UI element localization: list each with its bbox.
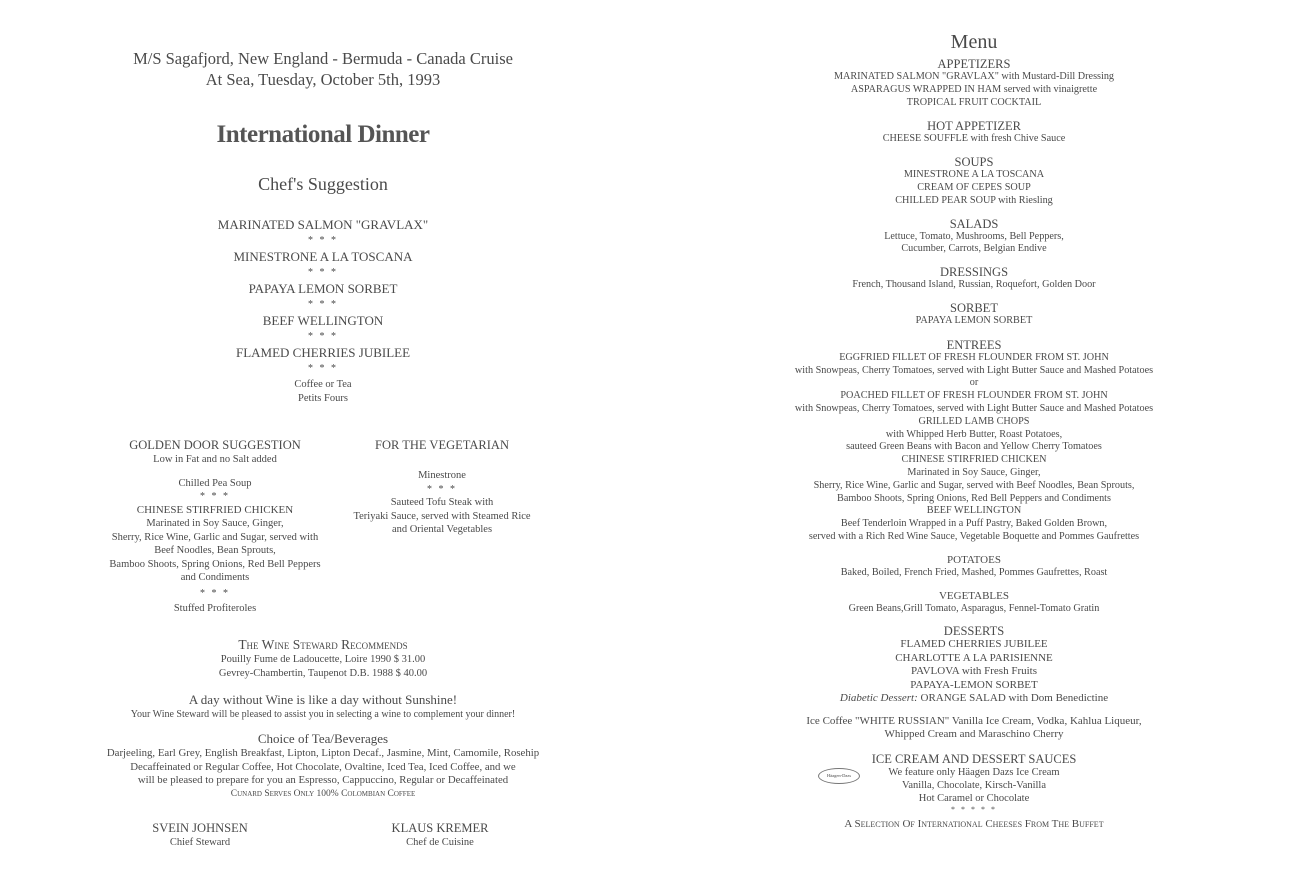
menu-line: EGGFRIED FILLET OF FRESH FLOUNDER FROM ST. JOHN xyxy=(839,351,1109,363)
section-heading-ice-cream: ICE CREAM AND DESSERT SAUCES xyxy=(871,751,1077,766)
tea-footer: Cunard Serves Only 100% Colombian Coffee xyxy=(230,789,416,800)
menu-sections xyxy=(646,57,1292,831)
diabetic-label: Diabetic Dessert: xyxy=(839,692,918,705)
cheese-footer: A Selection Of International Cheeses From The Buffet xyxy=(844,817,1104,830)
section-heading-sorbet: SORBET xyxy=(950,300,998,315)
section-heading-hot-appetizer: HOT APPETIZER xyxy=(927,119,1021,134)
cruise-header-line: At Sea, Tuesday, October 5th, 1993 xyxy=(205,70,441,89)
wine-item: Pouilly Fume de Ladoucette, Loire 1990 $ 31.00 xyxy=(220,654,426,665)
ice-coffee-line: Ice Coffee "WHITE RUSSIAN" Vanilla Ice Cream, Vodka, Kahlua Liqueur, xyxy=(806,714,1142,727)
ice-cream-line: Hot Caramel or Chocolate xyxy=(918,792,1030,804)
menu-line: CHEESE SOUFFLE with fresh Chive Sauce xyxy=(882,133,1066,145)
golden-door-desc-line: Marinated in Soy Sauce, Ginger, xyxy=(146,518,284,529)
diabetic-text: ORANGE SALAD with Dom Benedictine xyxy=(920,692,1109,705)
menu-title: Menu xyxy=(950,31,998,53)
menu-line: PAVLOVA with Fresh Fruits xyxy=(910,665,1038,678)
cruise-header-line: M/S Sagafjord, New England - Bermuda - Canada Cruise xyxy=(133,49,513,68)
tea-title: Choice of Tea/Beverages xyxy=(257,731,389,746)
sunshine-section xyxy=(0,691,646,722)
section-heading-vegetables: VEGETABLES xyxy=(938,589,1009,602)
menu-line: FLAMED CHERRIES JUBILEE xyxy=(900,638,1048,651)
menu-line: Lettuce, Tomato, Mushrooms, Bell Peppers, xyxy=(884,230,1064,242)
menu-line: BEEF WELLINGTON xyxy=(926,505,1022,517)
signature-chef xyxy=(340,820,540,850)
menu-line: CHARLOTTE A LA PARISIENNE xyxy=(895,651,1053,664)
tea-line: Decaffeinated or Regular Coffee, Hot Chocolate, Ovaltine, Iced Tea, Iced Coffee, and we xyxy=(130,760,516,773)
ice-cream-line: Vanilla, Chocolate, Kirsch-Vanilla xyxy=(901,779,1047,791)
coffee-or-tea: Coffee or Tea xyxy=(294,379,352,390)
menu-line: Beef Tenderloin Wrapped in a Puff Pastry, Baked Golden Brown, xyxy=(840,518,1108,530)
section-heading-soups: SOUPS xyxy=(954,155,994,170)
golden-door-desc-line: and Condiments xyxy=(180,572,250,583)
golden-door-desc-line: Sherry, Rice Wine, Garlic and Sugar, served with xyxy=(111,531,319,543)
golden-door-separator: * * * xyxy=(200,587,230,599)
course-item: FLAMED CHERRIES JUBILEE xyxy=(235,345,411,360)
menu-line: Baked, Boiled, French Fried, Mashed, Pommes Gaufrettes, Roast xyxy=(840,566,1108,578)
section-heading-dressings: DRESSINGS xyxy=(939,265,1009,280)
signature-chief-steward xyxy=(100,820,300,850)
menu-line: Marinated in Soy Sauce, Ginger, xyxy=(907,466,1041,478)
course-separator: * * * xyxy=(308,267,338,278)
course-separator: * * * xyxy=(308,299,338,310)
course-separator: * * * xyxy=(308,363,338,374)
ice-cream-line: We feature only Häagen Dazs Ice Cream xyxy=(888,766,1060,778)
vegetarian-separator: * * * xyxy=(427,483,457,495)
menu-line: or xyxy=(969,377,979,389)
course-item: BEEF WELLINGTON xyxy=(262,313,384,328)
wine-section xyxy=(0,636,646,681)
signature-name: KLAUS KREMER xyxy=(391,821,489,835)
dinner-title: International Dinner xyxy=(216,121,430,148)
golden-door-soup: Chilled Pea Soup xyxy=(178,477,252,489)
golden-door-subtitle: Low in Fat and no Salt added xyxy=(153,454,277,465)
ice-coffee-line: Whipped Cream and Maraschino Cherry xyxy=(884,728,1064,741)
course-item: MARINATED SALMON "GRAVLAX" xyxy=(217,217,429,232)
signature-role: Chief Steward xyxy=(169,837,231,848)
golden-door-dessert: Stuffed Profiteroles xyxy=(173,603,257,614)
section-heading-potatoes: POTATOES xyxy=(947,553,1001,566)
ice-coffee xyxy=(646,715,1292,742)
vegetarian-main-line: Teriyaki Sauce, served with Steamed Rice xyxy=(353,510,531,522)
menu-line: with Whipped Herb Butter, Roast Potatoes, xyxy=(885,428,1063,440)
course-separator: * * * xyxy=(308,331,338,342)
sunshine-quote: A day without Wine is like a day without Sunshine! xyxy=(188,692,458,707)
wine-title: The Wine Steward Recommends xyxy=(238,637,408,652)
menu-line: MINESTRONE A LA TOSCANA xyxy=(903,169,1045,181)
haagen-dazs-logo: Häagen-Dazs xyxy=(818,768,860,784)
menu-line: with Snowpeas, Cherry Tomatoes, served with Light Butter Sauce and Mashed Potatoes xyxy=(794,402,1154,414)
course-separator: * * * xyxy=(308,235,338,246)
menu-line: served with a Rich Red Wine Sauce, Vegetable Boquette and Pommes Gaufrettes xyxy=(808,530,1140,542)
ice-cream-section xyxy=(646,766,1292,814)
diabetic-dessert xyxy=(646,692,1292,706)
vegetarian-main-line: Sauteed Tofu Steak with xyxy=(390,497,494,508)
menu-line: PAPAYA LEMON SORBET xyxy=(915,314,1033,326)
right-page xyxy=(646,0,1292,885)
course-item: MINESTRONE A LA TOSCANA xyxy=(233,249,413,264)
menu-line: POACHED FILLET OF FRESH FLOUNDER FROM ST. JOHN xyxy=(840,390,1108,402)
menu-line: TROPICAL FRUIT COCKTAIL xyxy=(906,96,1042,108)
menu-line: Green Beans,Grill Tomato, Asparagus, Fennel-Tomato Gratin xyxy=(848,602,1100,614)
signature-name: SVEIN JOHNSEN xyxy=(152,821,248,835)
menu-line: GRILLED LAMB CHOPS xyxy=(918,415,1030,427)
section-heading-appetizers: APPETIZERS xyxy=(937,57,1011,71)
vegetarian-starter: Minestrone xyxy=(418,470,466,481)
vegetarian-section xyxy=(322,437,562,537)
golden-door-desc-line: Bamboo Shoots, Spring Onions, Red Bell Peppers xyxy=(109,558,321,570)
section-heading-entrees: ENTREES xyxy=(946,337,1002,352)
tea-section xyxy=(0,730,646,802)
golden-door-main-title: CHINESE STIRFRIED CHICKEN xyxy=(136,503,294,516)
tea-line: Darjeeling, Earl Grey, English Breakfast, Lipton, Lipton Decaf., Jasmine, Mint, Camomile, Rosehip xyxy=(106,747,540,759)
menu-line: CHILLED PEAR SOUP with Riesling xyxy=(895,194,1053,206)
chefs-suggestion-title: Chef's Suggestion xyxy=(258,174,388,194)
menu-line: with Snowpeas, Cherry Tomatoes, served with Light Butter Sauce and Mashed Potatoes xyxy=(794,364,1154,376)
ice-cream-stars: * * * * * xyxy=(951,804,997,814)
cruise-header xyxy=(0,48,646,90)
sunshine-note: Your Wine Steward will be pleased to assist you in selecting a wine to complement your dinner! xyxy=(130,709,516,720)
chefs-suggestion-courses xyxy=(0,216,646,406)
tea-line: will be pleased to prepare for you an Espresso, Cappuccino, Regular or Decaffeinated xyxy=(137,774,509,787)
wine-item: Gevrey-Chambertin, Taupenot D.B. 1988 $ 40.00 xyxy=(218,668,428,679)
menu-line: French, Thousand Island, Russian, Roquefort, Golden Door xyxy=(852,279,1096,291)
menu-line: PAPAYA-LEMON SORBET xyxy=(910,678,1038,691)
section-heading-salads: SALADS xyxy=(949,216,999,231)
menu-line: CHINESE STIRFRIED CHICKEN xyxy=(901,454,1047,466)
vegetarian-main-line: and Oriental Vegetables xyxy=(391,524,493,535)
menu-line: ASPARAGUS WRAPPED IN HAM served with vinaigrette xyxy=(850,83,1098,95)
golden-door-separator: * * * xyxy=(200,491,230,502)
vegetarian-title: FOR THE VEGETARIAN xyxy=(375,438,509,452)
menu-line: CREAM OF CEPES SOUP xyxy=(917,181,1031,193)
menu-line: MARINATED SALMON "GRAVLAX" with Mustard-Dill Dressing xyxy=(833,71,1115,82)
menu-line: sauteed Green Beans with Bacon and Yellow Cherry Tomatoes xyxy=(846,441,1102,453)
golden-door-desc-line: Beef Noodles, Bean Sprouts, xyxy=(154,545,276,556)
menu-line: Sherry, Rice Wine, Garlic and Sugar, served with Beef Noodles, Bean Sprouts, xyxy=(813,479,1135,491)
petits-fours: Petits Fours xyxy=(298,393,348,404)
section-heading-desserts: DESSERTS xyxy=(943,624,1005,639)
golden-door-title: GOLDEN DOOR SUGGESTION xyxy=(129,438,301,452)
menu-line: Cucumber, Carrots, Belgian Endive xyxy=(901,243,1047,255)
menu-line: Bamboo Shoots, Spring Onions, Red Bell Peppers and Condiments xyxy=(837,492,1111,504)
course-item: PAPAYA LEMON SORBET xyxy=(248,281,398,296)
signature-role: Chef de Cuisine xyxy=(406,837,474,848)
